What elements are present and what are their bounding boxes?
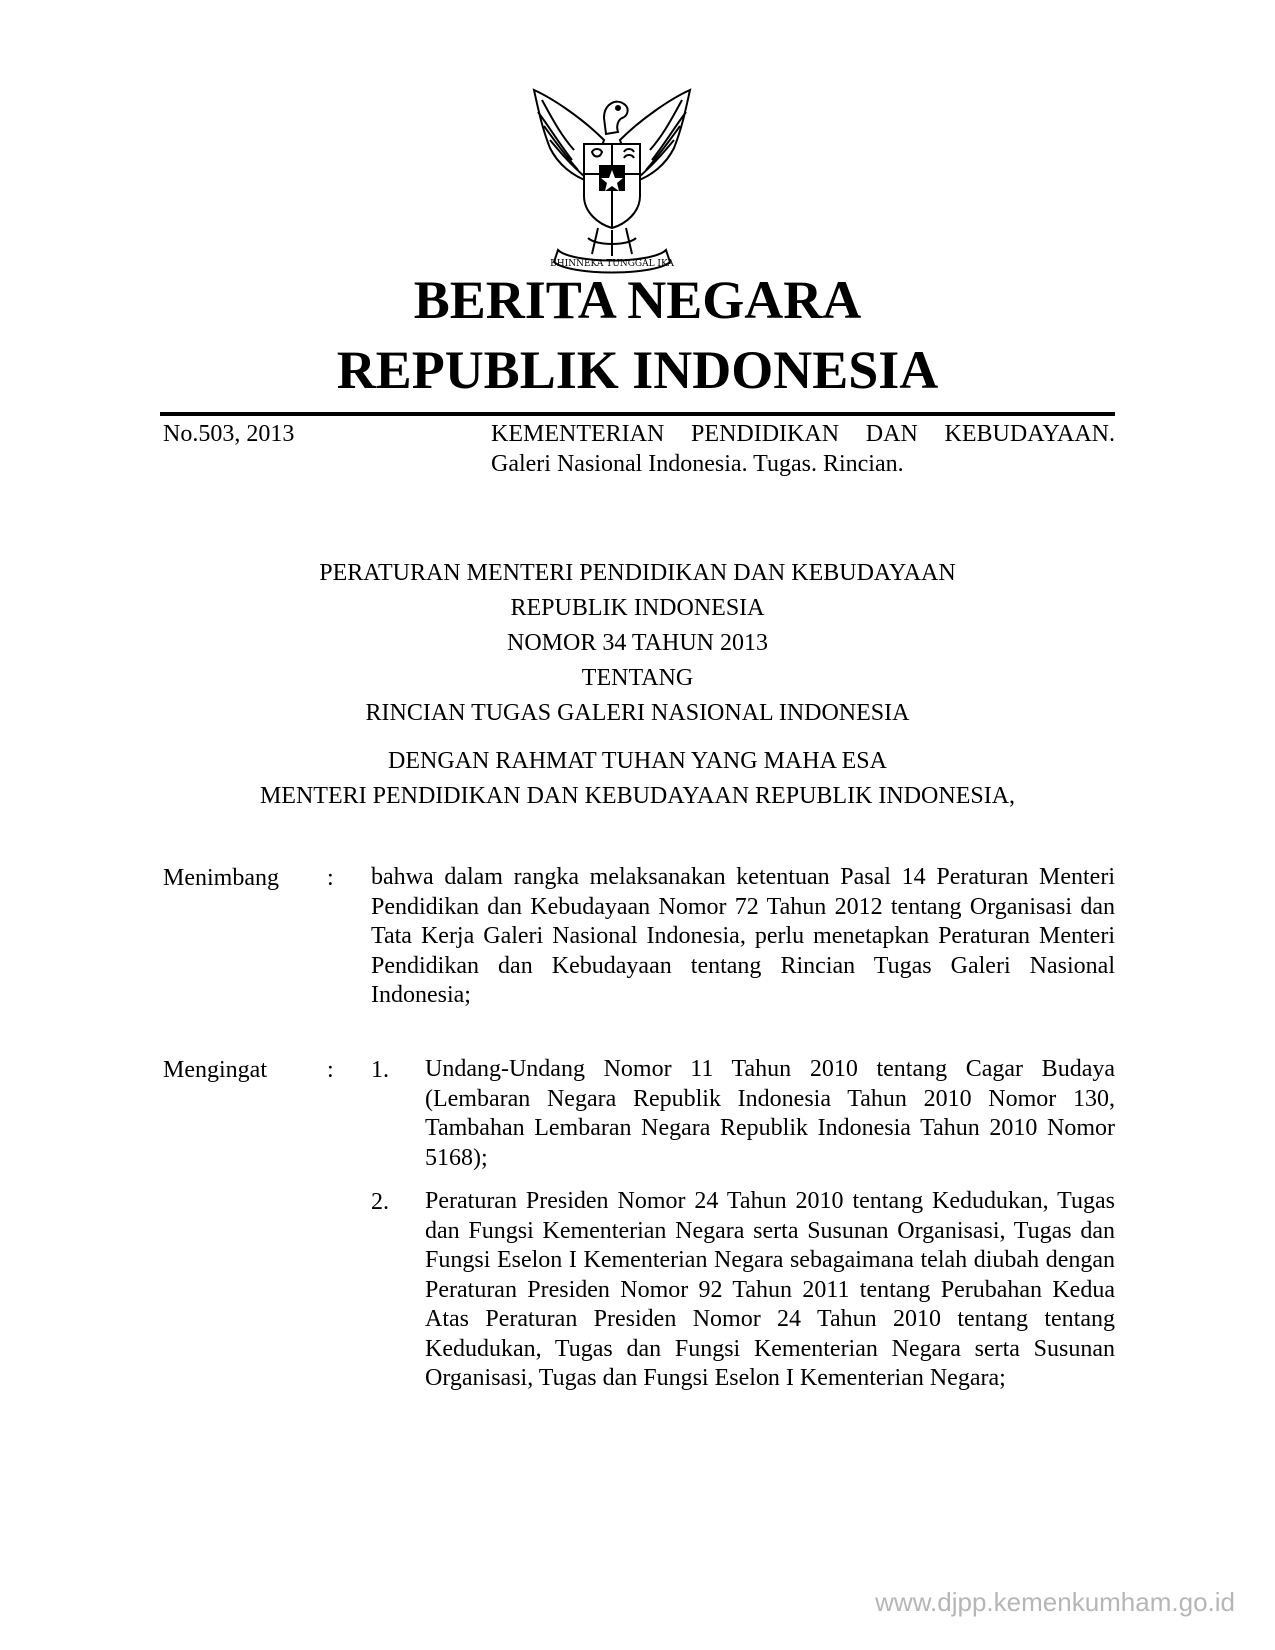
mengingat-item-text: Peraturan Presiden Nomor 24 Tahun 2010 tentang Kedudukan, Tugas dan Fungsi Kementerian Negara serta Susunan Organisasi, Tugas dan Fungsi Eselon I Kementerian Negara sebagaimana telah diubah dengan Peraturan Presiden Nomor 92 Tahun 2011 tentang Perubahan Kedua Atas Peraturan Presiden Nomor 24 Tahun 2010 tentang tentang Kedudukan, Tugas dan Fungsi Kementerian Negara serta Susunan Organisasi, Tugas dan Fungsi Eselon I Kementerian Negara; (425, 1188, 1115, 1391)
masthead-title-line-1: BERITA NEGARA (413, 270, 862, 330)
opening-line-2: MENTERI PENDIDIKAN DAN KEBUDAYAAN REPUBLIK INDONESIA, (259, 783, 1016, 809)
mengingat-item-number: 1. (371, 1057, 389, 1083)
opening-line-1: DENGAN RAHMAT TUHAN YANG MAHA ESA (388, 748, 887, 774)
gazette-number: No.503, 2013 (163, 421, 295, 447)
mengingat-colon: : (327, 1057, 334, 1083)
gazette-topic: KEMENTERIAN PENDIDIKAN DAN KEBUDAYAAN. Galeri Nasional Indonesia. Tugas. Rincian. (491, 421, 1115, 477)
masthead-title-line-2: REPUBLIK INDONESIA (336, 340, 939, 400)
svg-text:BHINNEKA TUNGGAL IKA: BHINNEKA TUNGGAL IKA (550, 259, 674, 269)
regulation-title-line-4: TENTANG (581, 665, 694, 691)
regulation-title-line-3: NOMOR 34 TAHUN 2013 (507, 630, 768, 656)
regulation-title-line-2: REPUBLIK INDONESIA (510, 595, 765, 621)
menimbang-label: Menimbang (163, 865, 279, 891)
mengingat-label: Mengingat (163, 1057, 267, 1083)
masthead-divider (160, 412, 1115, 416)
garuda-pancasila-emblem-icon (512, 78, 712, 278)
mengingat-item-text: Undang-Undang Nomor 11 Tahun 2010 tentang Cagar Budaya (Lembaran Negara Republik Indonesia Tahun 2010 Nomor 130, Tambahan Lembaran Negara Republik Indonesia Tahun 2010 Nomor 5168); (425, 1056, 1115, 1171)
menimbang-text: bahwa dalam rangka melaksanakan ketentuan Pasal 14 Peraturan Menteri Pendidikan dan Kebudayaan Nomor 72 Tahun 2012 tentang Organisasi dan Tata Kerja Galeri Nasional Indonesia, perlu menetapkan Peraturan Menteri Pendidikan dan Kebudayaan tentang Rincian Tugas Galeri Nasional Indonesia; (371, 864, 1115, 1008)
menimbang-colon: : (327, 865, 334, 891)
watermark-url: www.djpp.kemenkumham.go.id (875, 1587, 1235, 1617)
regulation-title-line-5: RINCIAN TUGAS GALERI NASIONAL INDONESIA (365, 700, 910, 726)
regulation-title-line-1: PERATURAN MENTERI PENDIDIKAN DAN KEBUDAYAAN (319, 560, 956, 586)
mengingat-item-number: 2. (371, 1189, 389, 1215)
